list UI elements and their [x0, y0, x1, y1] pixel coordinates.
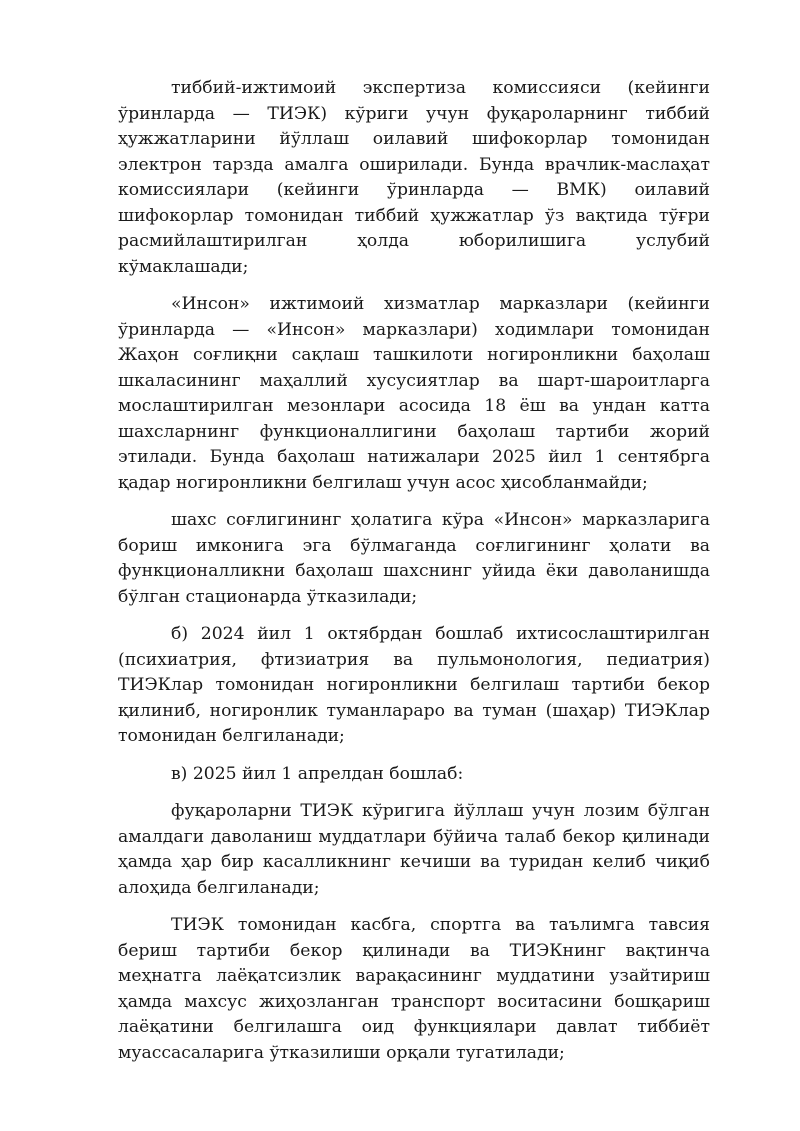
paragraph-item-v: в) 2025 йил 1 апрелдан бошлаб: [171, 763, 464, 784]
paragraph-inson-centers: «Инсон» ижтимоий хизматлар марказлари (кейинги ўринларда — «Инсон» марказлари) ходимлари томонидан Жаҳон соғлиқни сақлаш ташкилоти ногиронликни баҳолаш шкаласининг маҳаллий хусусиятлар ва шарт-шароитларга мослаштирилган мезонлари асосида 18 ёш ва ундан катта шахсларнинг функционаллигини баҳолаш тартиби жорий этилади. Бунда баҳолаш натижалари 2025 йил 1 сентябрга қадар ногиронликни белгилаш учун асос ҳисобланмайди; [118, 294, 710, 493]
paragraph-home-assessment: шахс соғлигининг ҳолатига кўра «Инсон» марказларига бориш имконига эга бўлмаганда соғлигининг ҳолати ва функционалликни баҳолаш шахснинг уйида ёки даволанишда бўлган стационарда ўтказилади; [118, 510, 710, 607]
paragraph-tiek-functions: ТИЭК томонидан касбга, спортга ва таълимга тавсия бериш тартиби бекор қилинади ва ТИЭКнинг вақтинча меҳнатга лаёқатсизлик варақасининг муддатини узайтириш ҳамда махсус жиҳозланган транспорт воситасини бошқариш лаёқатини белгилашга оид функциялари давлат тиббиёт муассасаларига ўтказилиши орқали тугатилади; [118, 915, 710, 1063]
paragraph-tiek-referral: тиббий-ижтимоий экспертиза комиссияси (кейинги ўринларда — ТИЭК) кўриги учун фуқароларнинг тиббий ҳужжатларини йўллаш оилавий шифокорлар томонидан электрон тарзда амалга оширилади. Бунда врачлик-маслаҳат комиссиялари (кейинги ўринларда — ВМК) оилавий шифокорлар томонидан тиббий ҳужжатлар ўз вақтида тўғри расмийлаштирилган ҳолда юборилишига услубий кўмаклашади; [118, 78, 710, 277]
paragraph-treatment-terms: фуқароларни ТИЭК кўригига йўллаш учун лозим бўлган амалдаги даволаниш муддатлари бўйича талаб бекор қилинади ҳамда ҳар бир касалликнинг кечиши ва туридан келиб чиқиб алоҳида белгиланади; [118, 801, 710, 898]
paragraph-item-b: б) 2024 йил 1 октябрдан бошлаб ихтисослаштирилган (психиатрия, фтизиатрия ва пульмонология, педиатрия) ТИЭКлар томонидан ногиронликни белгилаш тартиби бекор қилиниб, ногиронлик туманлараро ва туман (шаҳар) ТИЭКлар томонидан белгиланади; [118, 624, 710, 746]
document-body [118, 76, 710, 1066]
